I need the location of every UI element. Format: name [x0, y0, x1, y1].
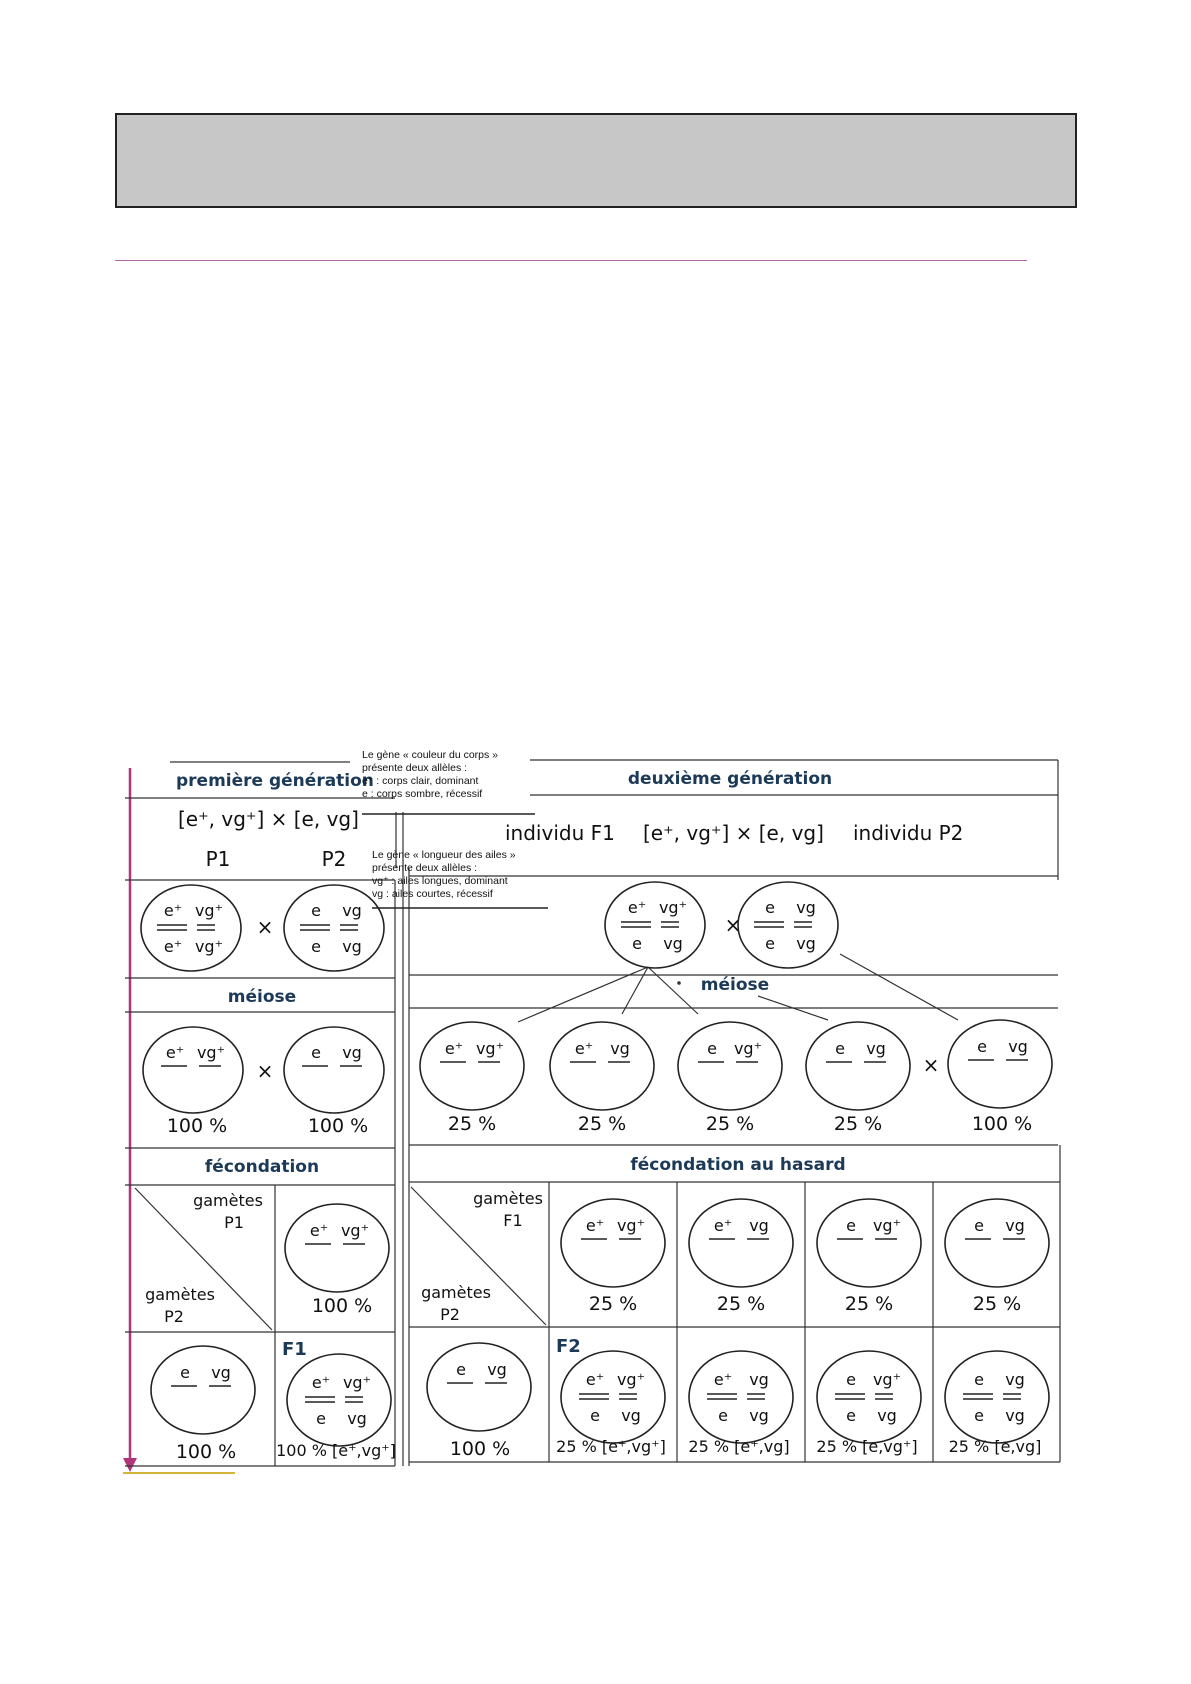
p1-label: P1: [205, 847, 231, 871]
f2-result: 25 % [e⁺,vg⁺]: [556, 1437, 666, 1456]
allele-label: vg⁺: [475, 1039, 505, 1058]
allele-label: e⁺: [444, 1039, 464, 1058]
gametes-p1-label: gamètes: [193, 1191, 263, 1210]
right-meiosis-label: méiose: [700, 975, 770, 995]
allele-label: vg⁺: [196, 1043, 226, 1062]
meiosis-line: [840, 954, 958, 1020]
note-body-color: e : corps sombre, récessif: [362, 788, 483, 800]
f2-gamete-p2: [427, 1343, 531, 1431]
meiosis-line: [648, 967, 698, 1014]
allele-label: vg: [749, 1216, 769, 1235]
allele-label: e⁺: [713, 1370, 733, 1389]
allele-label: e: [456, 1360, 466, 1379]
p1-gamete: [143, 1027, 243, 1113]
f2-gamete-header-2: [689, 1199, 793, 1287]
f2-cell-4: [945, 1351, 1049, 1443]
allele-label: e: [765, 934, 775, 953]
f2-cell-1: [561, 1351, 665, 1443]
allele-label: e: [974, 1216, 984, 1235]
p2-individual-cell: [738, 882, 838, 968]
left-title: première génération: [176, 771, 374, 791]
percent-label: 100 %: [307, 1115, 369, 1137]
allele-label: vg: [347, 1409, 367, 1428]
percent-label: 25 %: [844, 1293, 894, 1315]
allele-label: e⁺: [163, 937, 183, 956]
allele-label: e: [846, 1406, 856, 1425]
note-wing-length: présente deux allèles :: [372, 862, 478, 874]
allele-label: e: [311, 1043, 321, 1062]
allele-label: e⁺: [585, 1216, 605, 1235]
allele-label: vg: [342, 1043, 362, 1062]
f2-gamete-header-1: [561, 1199, 665, 1287]
f2-result: 25 % [e⁺,vg]: [688, 1437, 790, 1456]
allele-label: e⁺: [713, 1216, 733, 1235]
allele-label: e: [311, 937, 321, 956]
allele-label: e: [835, 1039, 845, 1058]
allele-label: e: [765, 898, 775, 917]
allele-label: vg: [487, 1360, 507, 1379]
percent-label: 25 %: [705, 1113, 755, 1135]
f1-label: F1: [282, 1339, 307, 1360]
times-symbol: ×: [724, 913, 742, 937]
allele-label: vg⁺: [658, 898, 688, 917]
individu-p2-label: individu P2: [853, 821, 964, 845]
allele-label: e: [846, 1370, 856, 1389]
allele-label: vg⁺: [194, 901, 224, 920]
allele-label: vg: [1005, 1406, 1025, 1425]
left-meiosis-label: méiose: [227, 987, 297, 1007]
f1-gamete-3: [678, 1022, 782, 1110]
allele-label: e: [718, 1406, 728, 1425]
allele-label: e⁺: [165, 1043, 185, 1062]
allele-label: vg: [621, 1406, 641, 1425]
allele-label: vg⁺: [872, 1216, 902, 1235]
percent-label: 100 %: [311, 1295, 373, 1317]
allele-label: e: [977, 1037, 987, 1056]
allele-label: vg: [610, 1039, 630, 1058]
allele-label: vg: [796, 934, 816, 953]
allele-label: vg: [1005, 1216, 1025, 1235]
allele-label: vg: [749, 1406, 769, 1425]
allele-label: e⁺: [574, 1039, 594, 1058]
allele-label: e: [846, 1216, 856, 1235]
allele-label: vg: [342, 901, 362, 920]
right-cross: [e⁺, vg⁺] × [e, vg]: [643, 821, 824, 845]
allele-label: e: [632, 934, 642, 953]
f1-cell: [287, 1354, 391, 1446]
allele-label: vg: [877, 1406, 897, 1425]
allele-label: vg: [1008, 1037, 1028, 1056]
f1-individual-cell: [605, 882, 705, 968]
p2-gamete: [284, 1027, 384, 1113]
percent-label: 100 %: [449, 1438, 511, 1460]
f1-gamete-4: [806, 1022, 910, 1110]
percent-label: 25 %: [588, 1293, 638, 1315]
p2-label: P2: [321, 847, 347, 871]
allele-label: vg⁺: [616, 1370, 646, 1389]
allele-label: e⁺: [311, 1373, 331, 1392]
allele-label: e⁺: [627, 898, 647, 917]
f1-gamete-p1: [285, 1204, 389, 1292]
f2-gamete-header-3: [817, 1199, 921, 1287]
allele-label: vg: [211, 1363, 231, 1382]
f2-cell-3: [817, 1351, 921, 1443]
allele-label: vg: [342, 937, 362, 956]
percent-label: 25 %: [447, 1113, 497, 1135]
allele-label: vg: [749, 1370, 769, 1389]
times-symbol: ×: [256, 915, 274, 939]
allele-label: e: [707, 1039, 717, 1058]
allele-label: vg: [1005, 1370, 1025, 1389]
percent-label: 100 %: [166, 1115, 228, 1137]
p2-cell: [284, 885, 384, 971]
f1-gamete-p2: [151, 1346, 255, 1434]
allele-label: vg⁺: [342, 1373, 372, 1392]
allele-label: e⁺: [585, 1370, 605, 1389]
f2-gamete-header-4: [945, 1199, 1049, 1287]
gametes-p2-label: gamètes: [421, 1283, 491, 1302]
percent-label: 25 %: [972, 1293, 1022, 1315]
left-cross: [e⁺, vg⁺] × [e, vg]: [178, 807, 359, 831]
gametes-p2-label: P2: [164, 1307, 184, 1326]
timeline-arrowhead: [123, 1458, 137, 1472]
allele-label: vg⁺: [733, 1039, 763, 1058]
f2-cell-2: [689, 1351, 793, 1443]
note-body-color: Le gène « couleur du corps »: [362, 749, 499, 761]
allele-label: e: [311, 901, 321, 920]
allele-label: e: [974, 1370, 984, 1389]
note-wing-length: vg⁺ : ailes longues, dominant: [372, 875, 508, 887]
f2-label: F2: [556, 1336, 581, 1357]
f1-gamete-2: [550, 1022, 654, 1110]
note-body-color: e⁺ : corps clair, dominant: [362, 775, 479, 787]
right-title: deuxième génération: [627, 769, 833, 789]
percent-label: 100 %: [175, 1441, 237, 1463]
percent-label: 100 %: [971, 1113, 1033, 1135]
times-symbol: ×: [922, 1053, 940, 1077]
allele-label: vg: [796, 898, 816, 917]
allele-label: e: [180, 1363, 190, 1382]
allele-label: e: [590, 1406, 600, 1425]
right-fertilization-label: fécondation au hasard: [630, 1155, 846, 1175]
allele-label: vg⁺: [616, 1216, 646, 1235]
gametes-p2-label: gamètes: [145, 1285, 215, 1304]
note-wing-length: vg : ailes courtes, récessif: [372, 888, 493, 900]
allele-label: e⁺: [163, 901, 183, 920]
allele-label: e⁺: [309, 1221, 329, 1240]
left-fertilization-label: fécondation: [204, 1157, 320, 1177]
allele-label: vg⁺: [194, 937, 224, 956]
note-wing-length: Le gène « longueur des ailes »: [372, 849, 516, 861]
note-body-color: présente deux allèles :: [362, 762, 468, 774]
f2-result: 25 % [e,vg]: [948, 1437, 1042, 1456]
allele-label: vg⁺: [872, 1370, 902, 1389]
individu-f1-label: individu F1: [505, 821, 615, 845]
allele-label: vg: [866, 1039, 886, 1058]
allele-label: vg: [663, 934, 683, 953]
p2-gamete: [948, 1020, 1052, 1108]
times-symbol: ×: [256, 1059, 274, 1083]
allele-label: e: [316, 1409, 326, 1428]
gametes-p2-label: P2: [440, 1305, 460, 1324]
gametes-p1-label: P1: [224, 1213, 244, 1232]
percent-label: 25 %: [577, 1113, 627, 1135]
f1-result: 100 % [e⁺,vg⁺]: [276, 1441, 396, 1460]
f1-gamete-1: [420, 1022, 524, 1110]
meiosis-line: [622, 967, 648, 1014]
allele-label: vg⁺: [340, 1221, 370, 1240]
p1-cell: [141, 885, 241, 971]
allele-label: e: [974, 1406, 984, 1425]
percent-label: 25 %: [833, 1113, 883, 1135]
gametes-f1-label: gamètes: [473, 1189, 543, 1208]
percent-label: 25 %: [716, 1293, 766, 1315]
gametes-f1-label: F1: [503, 1211, 523, 1230]
f2-result: 25 % [e,vg⁺]: [816, 1437, 918, 1456]
